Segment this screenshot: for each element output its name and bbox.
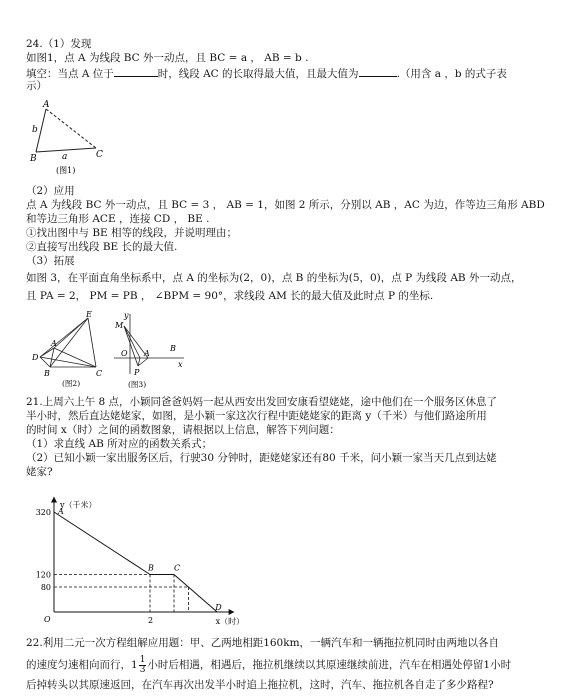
- q24-fill-text-a: 填空：当点 A 位于: [26, 68, 114, 80]
- answer-blank-2[interactable]: [359, 65, 397, 77]
- figure-1: [26, 96, 136, 186]
- q24-header: 24.（1）发现: [26, 38, 92, 50]
- figure-2: [30, 310, 115, 392]
- q24-p1-line3: 示）: [26, 80, 47, 92]
- fig3-label-m: M: [115, 321, 124, 330]
- graph-guides: [54, 575, 188, 613]
- fig1-caption: (图1): [56, 166, 76, 175]
- fig2-label-d: D: [32, 353, 39, 362]
- q24-p2-item1: ①找出图中与 BE 相等的线段，并说明理由；: [26, 227, 238, 239]
- q24-p1-line1: 如图1，点 A 为线段 BC 外一动点，且 BC = a ， AB = b .: [26, 52, 309, 64]
- fig3-label-o: O: [121, 349, 128, 358]
- q22-fraction-num: 1: [139, 654, 146, 665]
- q21-line1: 21.上周六上午 8 点，小颖同爸爸妈妈一起从西安出发回安康看望姥姥，途中他们在一个服务区休息了: [26, 396, 498, 408]
- q24-fill-text-c: .（用含 a ，b 的式子表: [396, 68, 507, 80]
- q22-line2: [26, 654, 511, 676]
- fig2-segment-ae: [54, 318, 88, 348]
- fig3-label-y: y: [124, 311, 129, 320]
- q21-item1: （1）求直线 AB 所对应的函数关系式；: [26, 438, 213, 450]
- graph-segment-cd: [174, 575, 217, 613]
- graph-segment-ab: [54, 512, 150, 575]
- fig1-label-c-point: C: [96, 150, 103, 160]
- q21-line2: 半小时，然后直达姥姥家，如图，是小颖一家这次行程中距姥姥家的距离 y（千米）与他们路途所用: [26, 410, 487, 422]
- q22-line2-text-b: 小时后相遇，相遇后，拖拉机继续以其原速继续前进，汽车在相遇处停留1小时: [147, 659, 512, 671]
- figure-3: [110, 308, 190, 392]
- q22-fraction: [139, 656, 147, 675]
- fig2-segment-da: [40, 348, 54, 357]
- fig3-segment-mp: [124, 326, 138, 366]
- graph-y-axis-label: y（千米）: [60, 500, 97, 510]
- graph-point-label-a: A: [58, 507, 64, 516]
- fig2-label-a: A: [51, 339, 57, 348]
- q22-line1: 22.利用二元一次方程组解应用题：甲、乙两地相距160km，一辆汽车和一辆拖拉机同时由两地以各自: [26, 637, 500, 649]
- q24-p2-item2: ②直接写出线段 BE 长的最大值.: [26, 241, 178, 253]
- q21-item2-line1: （2）已知小颖一家出服务区后，行驶30 分钟时，距姥姥家还有80 千米，问小颖一家当天几点到达姥: [26, 452, 497, 464]
- fig1-label-a-point: A: [43, 100, 50, 110]
- fig2-caption: (图2): [62, 379, 81, 388]
- answer-blank-1[interactable]: [114, 65, 158, 77]
- graph-point-label-b: B: [148, 563, 154, 573]
- graph-y-tick-label: 320: [35, 508, 51, 517]
- graph-y-tick-label: 120: [35, 570, 51, 580]
- fig3-caption: (图3): [128, 380, 147, 389]
- q24-p3-line2: 且 PA = 2， PM = PB ， ∠BPM = 90°，求线段 AM 长的最大值及此时点 P 的坐标.: [26, 290, 434, 302]
- fig3-label-b: B: [170, 344, 176, 353]
- fig1-label-a-side: a: [62, 152, 68, 162]
- graph-point-label-c: C: [174, 563, 181, 573]
- fig2-label-b: B: [44, 369, 50, 378]
- q24-p1-line2: [26, 65, 507, 81]
- graph-x-axis-label: x（时）: [215, 617, 245, 626]
- fig3-label-x: x: [178, 360, 183, 369]
- graph-y-tick-label: 80: [40, 583, 51, 592]
- graph-text: [36, 500, 244, 627]
- q22-line2-text-a: 的速度匀速相向而行，: [26, 659, 131, 671]
- q21-line3: 的时间 x（时）之间的函数图象，请根据以上信息，解答下列问题：: [26, 424, 340, 436]
- fig2-label-c: C: [96, 369, 103, 378]
- q22-line3: 后掉转头以其原速返回，在汽车再次出发半小时追上拖拉机，这时，汽车、拖拉机各自走了多少路程?: [26, 679, 494, 691]
- q21-item2-line2: 姥家?: [26, 466, 53, 478]
- fig1-label-b-side: b: [32, 125, 38, 135]
- fig2-segment-ec: [88, 318, 96, 367]
- fig2-segment-ac: [54, 348, 96, 367]
- q24-fill-text-b: 时，线段 AC 的长取得最大值，且最大值为: [157, 68, 359, 80]
- fig3-label-a: A: [144, 349, 150, 358]
- distance-time-graph: [20, 480, 245, 630]
- fig3-label-p: P: [134, 368, 140, 377]
- graph-origin-label: O: [44, 615, 51, 624]
- q22-mixed-whole: 1: [131, 659, 138, 671]
- q24-h3: （3）拓展: [26, 255, 75, 267]
- fig2-label-e: E: [86, 310, 92, 319]
- fig1-label-b-point: B: [30, 154, 37, 164]
- q22-fraction-den: 3: [139, 664, 146, 675]
- graph-x-tick-label: 2: [148, 616, 154, 625]
- graph-axes: [54, 500, 232, 613]
- fig1-segment-ac: [46, 109, 96, 148]
- q24-p2-line1: 点 A 为线段 BC 外一动点，且 BC = 3 ， AB = 1，如图 2 所示，分别以 AB ，AC 为边，作等边三角形 ABD: [26, 199, 545, 211]
- q24-h2: （2）应用: [26, 185, 75, 197]
- q24-p2-line2: 和等边三角形 ACE ，连接 CD ， BE .: [26, 213, 210, 225]
- graph-lines: [54, 512, 217, 612]
- q24-p3-line1: 如图 3，在平面直角坐标系中，点 A 的坐标为(2，0)，点 B 的坐标为(5，0)，点 P 为线段 AB 外一动点，: [26, 272, 522, 284]
- graph-point-label-d: D: [215, 603, 222, 612]
